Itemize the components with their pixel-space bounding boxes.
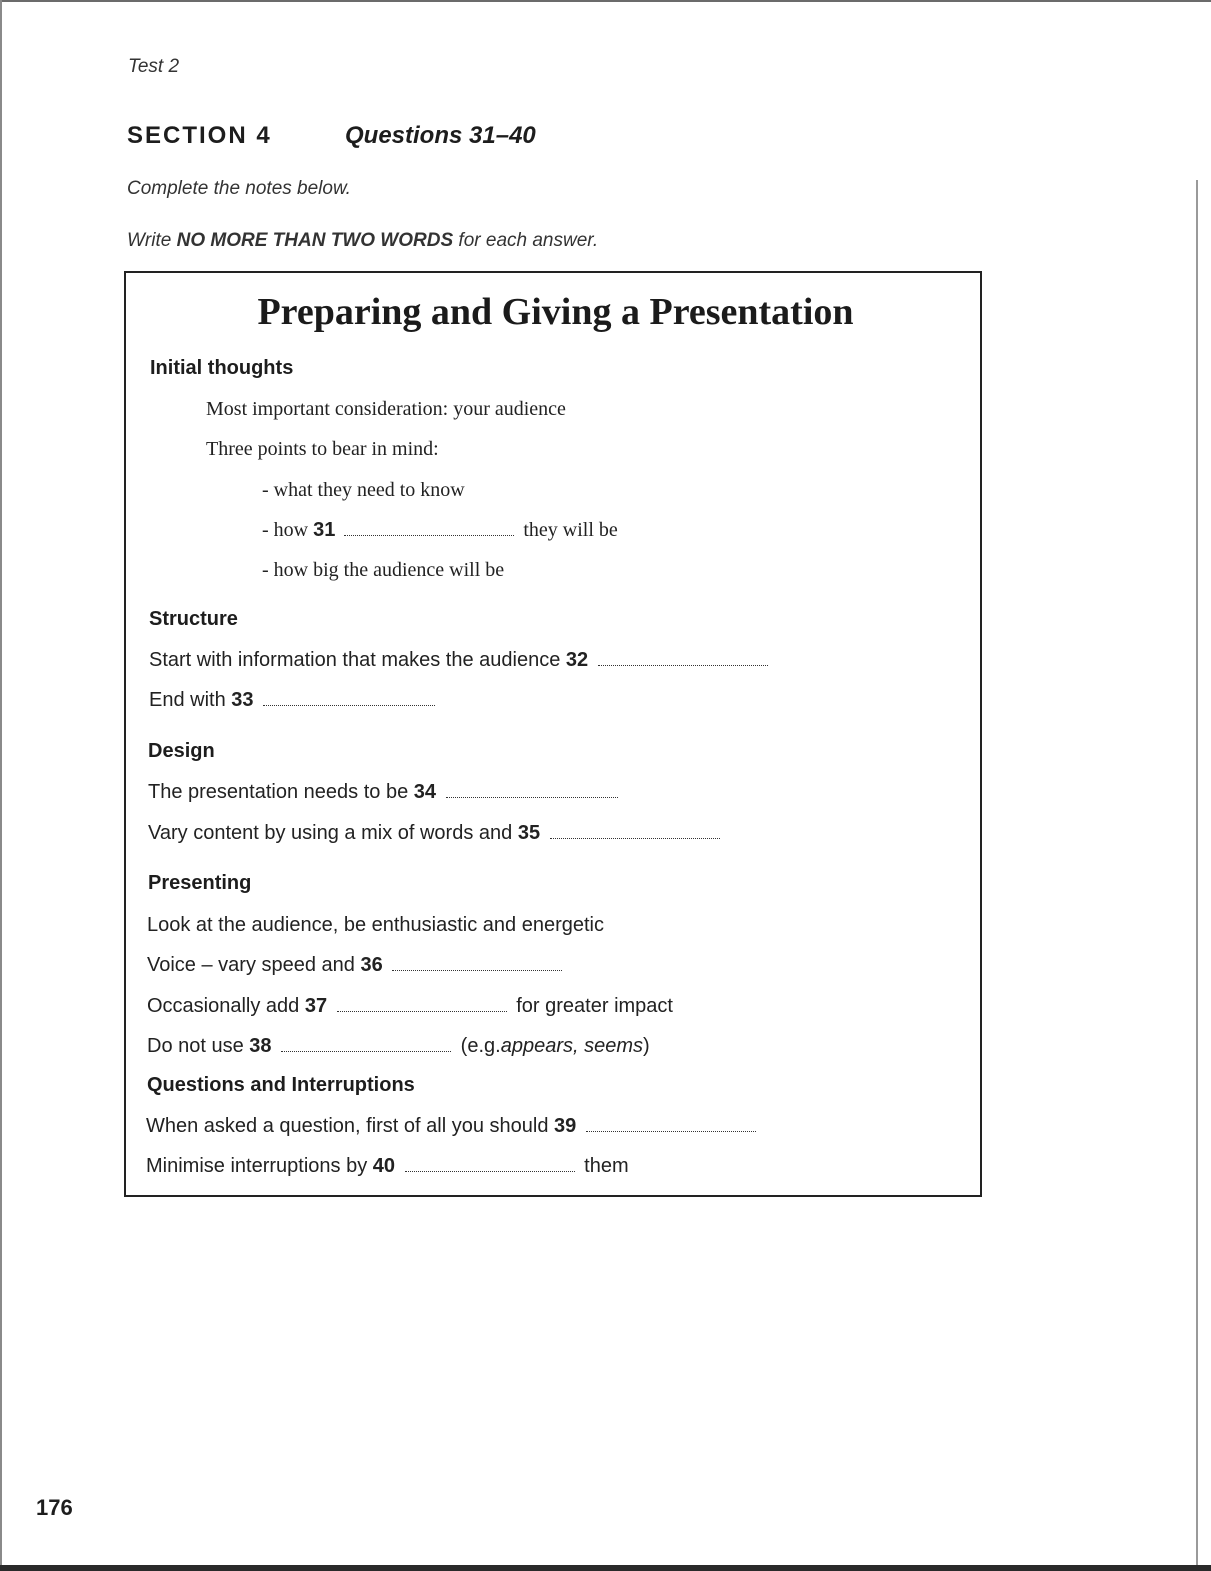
answer-blank-33[interactable] — [263, 703, 435, 706]
heading-design: Design — [148, 740, 215, 762]
note-point-need: - what they need to know — [262, 479, 465, 501]
note-main-consideration: Most important consideration: your audience — [206, 398, 566, 420]
q38-prefix: Do not use — [147, 1035, 244, 1057]
q38-example-words: appears, seems — [500, 1035, 643, 1057]
page-number: 176 — [36, 1495, 73, 1520]
answer-blank-40[interactable] — [405, 1169, 575, 1172]
answer-blank-36[interactable] — [392, 968, 562, 971]
question-number-32: 32 — [565, 649, 589, 671]
notes-title: Preparing and Giving a Presentation — [257, 291, 854, 333]
note-question-32 — [149, 649, 772, 672]
q40-suffix: them — [584, 1155, 629, 1177]
question-number-35: 35 — [517, 822, 541, 844]
instruction-word-limit-bold: NO MORE THAN TWO WORDS — [176, 230, 454, 251]
q34-prefix: The presentation needs to be — [148, 781, 409, 803]
note-question-33 — [149, 689, 439, 712]
question-number-40: 40 — [372, 1155, 396, 1177]
note-look-audience: Look at the audience, be enthusiastic and energetic — [147, 914, 604, 936]
note-question-34 — [148, 781, 622, 804]
instruction-word-limit — [127, 230, 598, 252]
q32-prefix: Start with information that makes the audience — [149, 649, 561, 671]
answer-blank-38[interactable] — [281, 1049, 451, 1052]
note-point-size: - how big the audience will be — [262, 559, 505, 581]
answer-blank-32[interactable] — [598, 663, 768, 666]
q38-example-close: ) — [643, 1035, 650, 1057]
question-number-37: 37 — [304, 995, 328, 1017]
scan-edge-bottom — [0, 1565, 1211, 1571]
note-question-36 — [147, 954, 566, 977]
q31-suffix: they will be — [523, 519, 618, 541]
answer-blank-34[interactable] — [446, 795, 618, 798]
answer-blank-31[interactable] — [344, 533, 514, 536]
heading-presenting: Presenting — [148, 872, 252, 894]
q35-prefix: Vary content by using a mix of words and — [148, 822, 513, 844]
q31-prefix: - how — [262, 519, 309, 541]
heading-questions-interruptions: Questions and Interruptions — [147, 1074, 415, 1096]
heading-initial-thoughts: Initial thoughts — [150, 357, 294, 379]
section-label: SECTION 4 — [127, 122, 272, 149]
question-number-33: 33 — [231, 689, 254, 711]
q36-prefix: Voice – vary speed and — [147, 954, 355, 976]
note-question-37 — [147, 995, 673, 1018]
note-question-35 — [148, 822, 724, 845]
q37-prefix: Occasionally add — [147, 995, 300, 1017]
q38-example-open: (e.g. — [460, 1035, 501, 1057]
note-question-39 — [146, 1115, 760, 1138]
q37-suffix: for greater impact — [516, 995, 673, 1017]
section-heading — [127, 122, 536, 150]
question-number-36: 36 — [360, 954, 383, 976]
scan-edge-left — [0, 0, 2, 1571]
instruction-complete: Complete the notes below. — [127, 178, 351, 199]
instruction-suffix: for each answer. — [458, 230, 599, 251]
answer-blank-37[interactable] — [337, 1009, 507, 1012]
q40-prefix: Minimise interruptions by — [146, 1155, 368, 1177]
q33-prefix: End with — [149, 689, 226, 711]
instruction-prefix: Write — [127, 230, 172, 251]
note-three-points: Three points to bear in mind: — [206, 438, 439, 460]
q39-prefix: When asked a question, first of all you should — [146, 1115, 549, 1137]
section-questions: Questions 31–40 — [345, 122, 536, 149]
question-number-31: 31 — [313, 519, 336, 541]
scan-edge-right — [1196, 180, 1198, 1571]
question-number-39: 39 — [554, 1115, 577, 1137]
scan-edge-top — [0, 0, 1211, 2]
note-point-31 — [262, 519, 618, 542]
note-question-40 — [146, 1155, 629, 1178]
heading-structure: Structure — [149, 608, 238, 630]
answer-blank-35[interactable] — [550, 836, 720, 839]
answer-blank-39[interactable] — [586, 1129, 756, 1132]
running-head: Test 2 — [128, 56, 180, 77]
question-number-38: 38 — [249, 1035, 272, 1057]
note-question-38 — [147, 1035, 650, 1058]
question-number-34: 34 — [413, 781, 436, 803]
